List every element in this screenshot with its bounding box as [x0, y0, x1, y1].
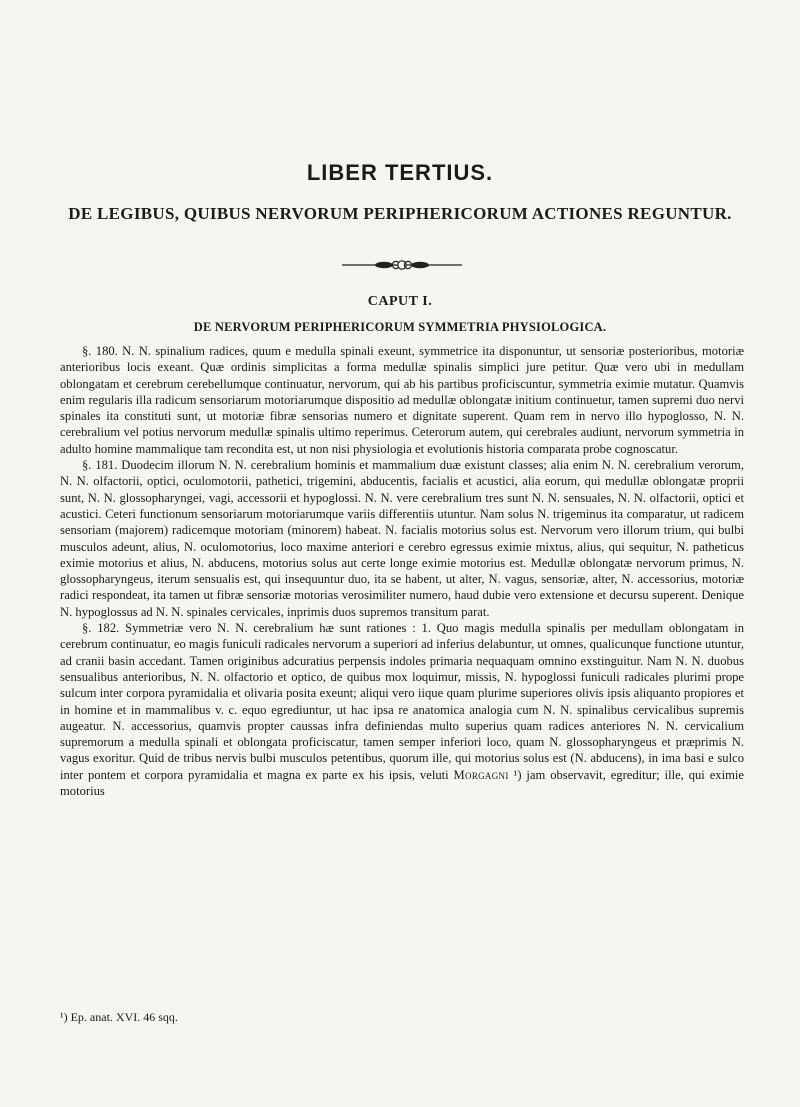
- author-name: Morgagni: [453, 767, 509, 782]
- section-title: DE NERVORUM PERIPHERICORUM SYMMETRIA PHYSIOLOGICA.: [193, 320, 607, 334]
- paragraph-181: §. 181. Duodecim illorum N. N. cerebralium hominis et mammalium duæ existunt classes; alia enim N. N. cerebralium verorum, N. N. olfactorii, optici, oculomotorii, pathetici, trigemini, abducentis, facialis et acustici, alia eorum, qui medullæ oblongatæ proprii sunt, N. N. glossopharyngei, vagi, accessorii et hypoglossi. N. N. vere cerebralium tres sunt N. N. sensuales, N. N. olfactorii, optici et acustici. Ceteri functionum sensoriarum motoriarumque variis differentiis utuntur. Nam solus N. trigeminus ita comparatur, ut radicem sensoriam (majorem) radicemque motoriam (minorem) habeat. N. facialis motorius solus est. Nervorum vero illorum trium, qui bulbi musculos adeunt, alius, N. oculomotorius, loco maxime anteriori e cerebro egressus eximie mixtus, alius, qui sequitur, N. patheticus eximie motorius et alius, N. abducens, motorius solus aut certe longe eximie motorius est. Medullæ oblongatæ nervorum primus, N. glossopharyngeus, iterum sensualis est, qui insequuntur duo, ita se habent, ut alter, N. vagus, sensoriæ, alter, N. accessorius, motoriæ radici respondeat, ita tamen ut fibræ sensoriæ motorias verosimiliter numero, haud dubie vero extensione et decursu superent. Denique N. hypoglossus ad N. N. spinales cervicales, inprimis duos supremos transitum parat.: [60, 458, 744, 619]
- body-text: [60, 343, 744, 799]
- paragraph-182: [60, 620, 744, 799]
- paragraph-182-text: §. 182. Symmetriæ vero N. N. cerebralium hæ sunt rationes : 1. Quo magis medulla spinalis per medullam oblongatam in cerebrum continuatur, eo magis funiculi radicales nervorum a superiori ad inferius delabuntur, ut omnes, qualicunque functione utuntur, ad cranii basin accedant. Tamen originibus adcuratius perpensis indoles primaria nequaquam omnino exstinguitur. Nam N. N. duobus sensualibus anterioribus, N. N. olfactorio et optico, de quibus mox loquimur, missis, N. hypoglossi funiculi radicales plurimi prope sulcum inter corpora pyramidalia et olivaria posita exeunt; aliqui vero iique quam plurime superiores olivis ipsis aliquanto propiores et in homine et in mammalibus v. c. equo egrediuntur, ut hac ipsa re anatomica analogia cum N. N. spinalibus cervicalibus supremis augeatur. N. accessorius, quamvis propter caussas infra definiendas multo superius quam radices anteriores N. N. cervicalium supremorum a medulla spinali et oblongata proficiscatur, tamen semper inferiori loco, quam N. glossopharyngeus et præprimis N. vagus exoritur. Quid de tribus nervis bulbi musculos petentibus, quorum ille, qui motorius solus est (N. abducens), in ima basi e sulco inter pontem et corpora pyramidalia et magna ex parte ex his ipsis, veluti: [60, 621, 744, 782]
- paragraph-182-text-end: ¹) jam observavit, egreditur; ille, qui eximie motorius: [60, 767, 744, 799]
- book-subtitle: DE LEGIBUS, QUIBUS NERVORUM PERIPHERICORUM ACTIONES REGUNTUR.: [68, 204, 732, 223]
- footnote: ¹) Ep. anat. XVI. 46 sqq.: [60, 1010, 178, 1024]
- ornament-divider: [342, 258, 462, 272]
- book-title: LIBER TERTIUS.: [306, 160, 494, 185]
- paragraph-180: §. 180. N. N. spinalium radices, quum e medulla spinali exeunt, symmetrice ita disponuntur, ut sensoriæ posterioribus, motoriæ anterioribus locis exeant. Quæ ordinis simplicitas a forma medullæ spinalis simplici jure petitur. Quæ vero ubi in medullam oblongatam et cerebrum cerebellumque continuatur, nervorum, qui ab his partibus proficiscuntur, symmetria eximie mutatur. Quamvis enim regularis illa radicum sensoriarum motoriarumque dispositio ad medullæ oblongatæ initium continuetur, tamen supremi duo nervi spinales ita constituti sunt, ut motoriæ fibræ sensorias numero et dignitate superent. Quam rem in nervo illo hypoglosso, N. N. cerebralium vel potius nervorum medullæ spinalis ultimo reperimus. Ceterorum autem, qui cerebrales audiunt, nervorum symmetria in adulto homine mammalique tam recondita est, ut non nisi physiologia et evolutionis historia comparata probe cognoscatur.: [60, 344, 744, 456]
- chapter-heading: CAPUT I.: [367, 294, 433, 309]
